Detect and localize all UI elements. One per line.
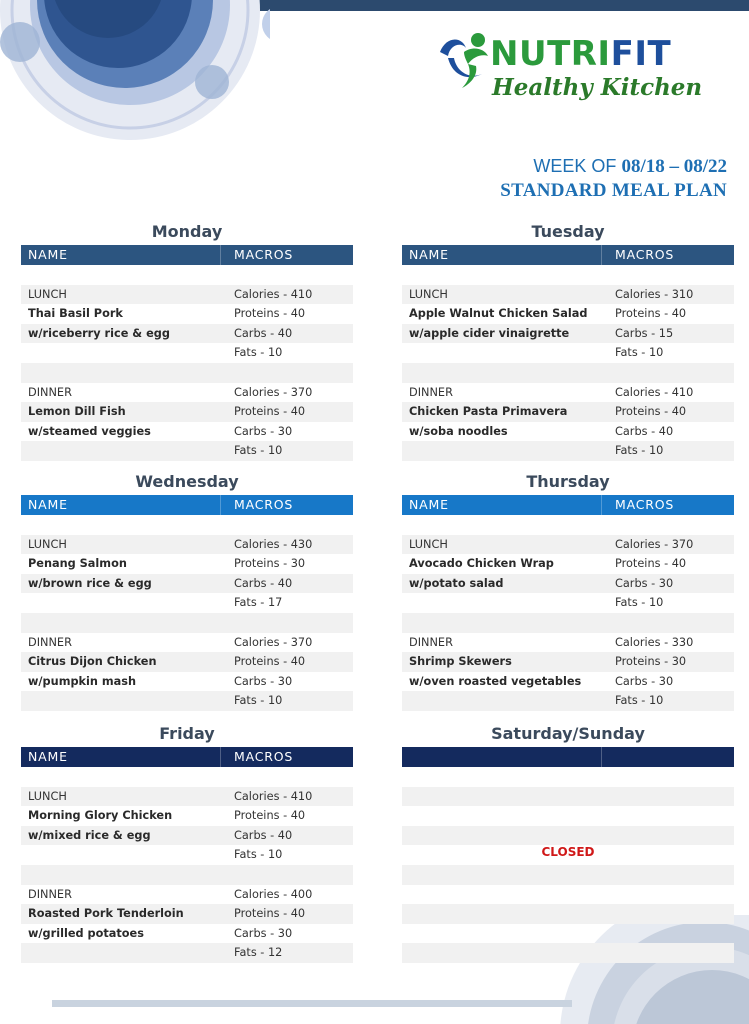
table-header bbox=[402, 245, 734, 265]
day-wednesday bbox=[21, 472, 353, 711]
fats: Fats - 12 bbox=[234, 946, 283, 960]
table-header bbox=[402, 495, 734, 515]
table-row bbox=[21, 904, 353, 924]
carbs: Carbs - 40 bbox=[615, 424, 674, 438]
meal-label: LUNCH bbox=[409, 537, 448, 551]
table-row bbox=[402, 924, 734, 944]
dish-name: Morning Glory Chicken bbox=[28, 809, 173, 823]
dish-name: Thai Basil Pork bbox=[28, 307, 123, 321]
carbs: Carbs - 30 bbox=[234, 926, 293, 940]
brand-name-part2: FIT bbox=[610, 34, 672, 74]
week-range: 08/18 – 08/22 bbox=[621, 156, 727, 177]
meal-label: LUNCH bbox=[28, 287, 67, 301]
table-row bbox=[402, 787, 734, 807]
dish-name: Avocado Chicken Wrap bbox=[409, 557, 554, 571]
table-row bbox=[21, 285, 353, 305]
table-row bbox=[21, 554, 353, 574]
table-row bbox=[21, 672, 353, 692]
proteins: Proteins - 40 bbox=[234, 405, 306, 419]
table-row bbox=[402, 672, 734, 692]
table-row bbox=[402, 304, 734, 324]
calories: Calories - 400 bbox=[234, 887, 313, 901]
dish-side: w/brown rice & egg bbox=[28, 576, 152, 590]
table-header bbox=[21, 495, 353, 515]
table-row bbox=[21, 943, 353, 963]
table-row bbox=[402, 383, 734, 403]
runner-logo-icon bbox=[438, 30, 494, 90]
proteins: Proteins - 30 bbox=[615, 655, 687, 669]
top-accent-bar bbox=[200, 0, 749, 11]
table-row bbox=[402, 535, 734, 555]
carbs: Carbs - 30 bbox=[234, 424, 293, 438]
calories: Calories - 430 bbox=[234, 537, 313, 551]
dish-side: w/potato salad bbox=[409, 576, 504, 590]
dish-name: Roasted Pork Tenderloin bbox=[28, 907, 184, 921]
fats: Fats - 10 bbox=[234, 346, 283, 360]
calories: Calories - 370 bbox=[615, 537, 694, 551]
dish-name: Chicken Pasta Primavera bbox=[409, 405, 568, 419]
table-row bbox=[21, 422, 353, 442]
day-thursday bbox=[402, 472, 734, 711]
column-name: NAME bbox=[402, 245, 602, 265]
table-row bbox=[402, 885, 734, 905]
meal-label: DINNER bbox=[28, 385, 72, 399]
column-name: NAME bbox=[21, 245, 221, 265]
spacer-row bbox=[21, 613, 353, 633]
calories: Calories - 370 bbox=[234, 635, 313, 649]
table-header bbox=[402, 747, 734, 767]
day-friday bbox=[21, 724, 353, 963]
day-weekend bbox=[402, 724, 734, 963]
calories: Calories - 310 bbox=[615, 287, 694, 301]
column-name: NAME bbox=[21, 747, 221, 767]
spacer-row bbox=[21, 363, 353, 383]
day-title: Thursday bbox=[526, 472, 610, 491]
calories: Calories - 410 bbox=[234, 789, 313, 803]
day-title: Tuesday bbox=[531, 222, 605, 241]
carbs: Carbs - 15 bbox=[615, 326, 674, 340]
dish-side: w/apple cider vinaigrette bbox=[409, 326, 570, 340]
table-row bbox=[402, 324, 734, 344]
table-row bbox=[402, 402, 734, 422]
table-row bbox=[402, 904, 734, 924]
table-row bbox=[21, 806, 353, 826]
meal-label: DINNER bbox=[409, 635, 453, 649]
fats: Fats - 17 bbox=[234, 596, 283, 610]
table-row bbox=[21, 652, 353, 672]
dish-side: w/oven roasted vegetables bbox=[409, 674, 582, 688]
closed-status: CLOSED bbox=[541, 845, 595, 859]
calories: Calories - 410 bbox=[234, 287, 313, 301]
brand-name bbox=[490, 34, 671, 74]
day-title: Saturday/Sunday bbox=[491, 724, 645, 743]
spacer-row bbox=[402, 363, 734, 383]
column-macros: MACROS bbox=[234, 497, 294, 512]
calories: Calories - 330 bbox=[615, 635, 694, 649]
dish-side: w/soba noodles bbox=[409, 424, 508, 438]
table-row bbox=[21, 574, 353, 594]
table-row bbox=[402, 285, 734, 305]
table-row bbox=[402, 806, 734, 826]
dish-side: w/mixed rice & egg bbox=[28, 828, 151, 842]
brand-tagline: Healthy Kitchen bbox=[492, 74, 703, 101]
spacer-row bbox=[21, 265, 353, 285]
dish-name: Lemon Dill Fish bbox=[28, 405, 126, 419]
meal-label: LUNCH bbox=[28, 789, 67, 803]
table-row bbox=[21, 885, 353, 905]
brand-logo bbox=[438, 30, 703, 110]
dish-name: Citrus Dijon Chicken bbox=[28, 655, 157, 669]
carbs: Carbs - 40 bbox=[234, 828, 293, 842]
fats: Fats - 10 bbox=[615, 346, 664, 360]
day-title: Wednesday bbox=[135, 472, 239, 491]
proteins: Proteins - 40 bbox=[234, 307, 306, 321]
table-row bbox=[21, 441, 353, 461]
dish-side: w/grilled potatoes bbox=[28, 926, 144, 940]
dish-side: w/steamed veggies bbox=[28, 424, 151, 438]
proteins: Proteins - 40 bbox=[234, 907, 306, 921]
table-row bbox=[21, 633, 353, 653]
spacer-row bbox=[21, 767, 353, 787]
table-row bbox=[402, 633, 734, 653]
calories: Calories - 370 bbox=[234, 385, 313, 399]
spacer-row bbox=[21, 515, 353, 535]
table-row bbox=[402, 865, 734, 885]
plan-title: STANDARD MEAL PLAN bbox=[500, 180, 727, 201]
table-row bbox=[402, 554, 734, 574]
carbs: Carbs - 30 bbox=[615, 674, 674, 688]
table-row bbox=[21, 383, 353, 403]
column-macros: MACROS bbox=[615, 247, 675, 262]
table-row bbox=[21, 343, 353, 363]
fats: Fats - 10 bbox=[234, 848, 283, 862]
table-row bbox=[21, 324, 353, 344]
dish-side: w/pumpkin mash bbox=[28, 674, 137, 688]
week-heading bbox=[533, 156, 727, 178]
proteins: Proteins - 40 bbox=[234, 655, 306, 669]
dish-name: Shrimp Skewers bbox=[409, 655, 512, 669]
table-row bbox=[402, 652, 734, 672]
meal-label: LUNCH bbox=[409, 287, 448, 301]
table-row bbox=[21, 826, 353, 846]
day-title: Monday bbox=[151, 222, 223, 241]
carbs: Carbs - 40 bbox=[234, 576, 293, 590]
calories: Calories - 410 bbox=[615, 385, 694, 399]
table-row bbox=[402, 574, 734, 594]
fats: Fats - 10 bbox=[615, 596, 664, 610]
meal-label: LUNCH bbox=[28, 537, 67, 551]
fats: Fats - 10 bbox=[615, 444, 664, 458]
day-tuesday bbox=[402, 222, 734, 461]
carbs: Carbs - 30 bbox=[615, 576, 674, 590]
dish-side: w/riceberry rice & egg bbox=[28, 326, 170, 340]
week-label: WEEK OF bbox=[533, 156, 622, 176]
dish-name: Penang Salmon bbox=[28, 557, 127, 571]
table-row bbox=[21, 691, 353, 711]
carbs: Carbs - 40 bbox=[234, 326, 293, 340]
proteins: Proteins - 40 bbox=[234, 809, 306, 823]
table-row bbox=[21, 924, 353, 944]
table-header bbox=[21, 245, 353, 265]
decorative-circles-top bbox=[0, 0, 270, 140]
proteins: Proteins - 30 bbox=[234, 557, 306, 571]
fats: Fats - 10 bbox=[234, 444, 283, 458]
spacer-row bbox=[402, 265, 734, 285]
table-row bbox=[402, 826, 734, 846]
table-row bbox=[21, 845, 353, 865]
spacer-row bbox=[402, 515, 734, 535]
spacer-row bbox=[402, 767, 734, 787]
table-row bbox=[402, 343, 734, 363]
table-row bbox=[402, 943, 734, 963]
table-row bbox=[21, 787, 353, 807]
table-row bbox=[21, 304, 353, 324]
table-row bbox=[402, 422, 734, 442]
bottom-accent-bar bbox=[52, 1000, 572, 1007]
spacer-row bbox=[21, 865, 353, 885]
column-macros: MACROS bbox=[234, 749, 294, 764]
table-row bbox=[21, 535, 353, 555]
column-macros: MACROS bbox=[615, 497, 675, 512]
brand-name-part1: NUTRI bbox=[490, 34, 611, 74]
fats: Fats - 10 bbox=[615, 694, 664, 708]
meal-label: DINNER bbox=[409, 385, 453, 399]
proteins: Proteins - 40 bbox=[615, 307, 687, 321]
spacer-row bbox=[402, 613, 734, 633]
column-name: NAME bbox=[402, 495, 602, 515]
table-row bbox=[402, 441, 734, 461]
table-row bbox=[402, 593, 734, 613]
proteins: Proteins - 40 bbox=[615, 557, 687, 571]
day-monday bbox=[21, 222, 353, 461]
column-name: NAME bbox=[21, 495, 221, 515]
meal-label: DINNER bbox=[28, 635, 72, 649]
meal-label: DINNER bbox=[28, 887, 72, 901]
fats: Fats - 10 bbox=[234, 694, 283, 708]
table-row bbox=[21, 402, 353, 422]
column-macros: MACROS bbox=[234, 247, 294, 262]
table-row bbox=[402, 691, 734, 711]
day-title: Friday bbox=[159, 724, 215, 743]
dish-name: Apple Walnut Chicken Salad bbox=[409, 307, 588, 321]
table-header bbox=[21, 747, 353, 767]
carbs: Carbs - 30 bbox=[234, 674, 293, 688]
proteins: Proteins - 40 bbox=[615, 405, 687, 419]
table-row bbox=[21, 593, 353, 613]
